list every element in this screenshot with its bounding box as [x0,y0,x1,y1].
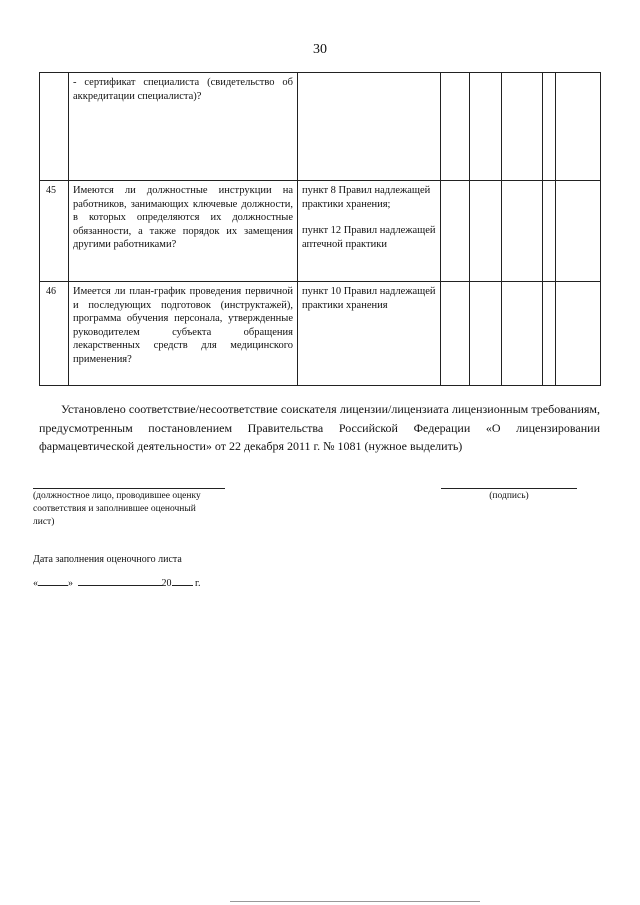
year-prefix: 20 [161,578,172,589]
table-row [40,73,601,181]
answer-cell [502,282,543,386]
close-quote: » [68,578,73,589]
answer-cell [502,181,543,282]
reference-text: пункт 10 Правил надлежащей практики хранения [302,286,436,311]
official-signature-line [33,488,225,489]
open-quote: « [33,578,38,589]
answer-cell [441,181,470,282]
day-blank [38,576,68,586]
checklist-table [39,72,601,386]
date-fill-line [33,576,200,589]
question-cell: - сертификат специалиста (свидетельство об аккредитации специалиста)? [69,73,298,181]
answer-cell [543,73,556,181]
compliance-statement: Установлено соответствие/несоответствие соискателя лицензии/лицензиата лицензионным требованиям, предусмотренным постановлением Правительства Российской Федерации «О лицензировании фармацевтической деятельности» от 22 декабря 2011 г. № 1081 (нужное выделить) [39,402,600,453]
table-row [40,282,601,386]
answer-cell [470,282,502,386]
row-number: 45 [40,181,69,282]
answer-cell [441,282,470,386]
table-row [40,181,601,282]
answer-cell [556,181,601,282]
reference-cell [298,181,441,282]
answer-cell [543,282,556,386]
reference-cell [298,282,441,386]
answer-cell [441,73,470,181]
signature-caption: (подпись) [489,491,529,501]
signature-line [441,488,577,489]
answer-cell [556,282,601,386]
date-label: Дата заполнения оценочного листа [33,554,182,565]
reference-cell [298,73,441,181]
row-number [40,73,69,181]
question-cell: Имеются ли должностные инструкции на работников, занимающих ключевые должности, в которых определяются их должностные обязанности, а также порядок их замещения другими работниками? [69,181,298,282]
official-caption: (должностное лицо, проводившее оценку соответствия и заполнившее оценочный лист) [33,491,201,527]
year-blank [172,576,193,586]
answer-cell [502,73,543,181]
month-blank [78,576,162,586]
answer-cell [556,73,601,181]
reference-text: пункт 12 Правил надлежащей аптечной практики [302,225,436,250]
question-cell: Имеется ли план-график проведения первичной и последующих подготовок (инструктажей), программа обучения персонала, утвержденные руководителем субъекта обращения лекарственных средств для медицинского применения? [69,282,298,386]
row-number: 46 [40,282,69,386]
reference-text: пункт 8 Правил надлежащей практики хранения; [302,185,431,210]
answer-cell [543,181,556,282]
answer-cell [470,73,502,181]
answer-cell [470,181,502,282]
page-number: 30 [313,42,327,57]
bottom-rule [230,901,480,902]
year-suffix: г. [195,578,201,589]
